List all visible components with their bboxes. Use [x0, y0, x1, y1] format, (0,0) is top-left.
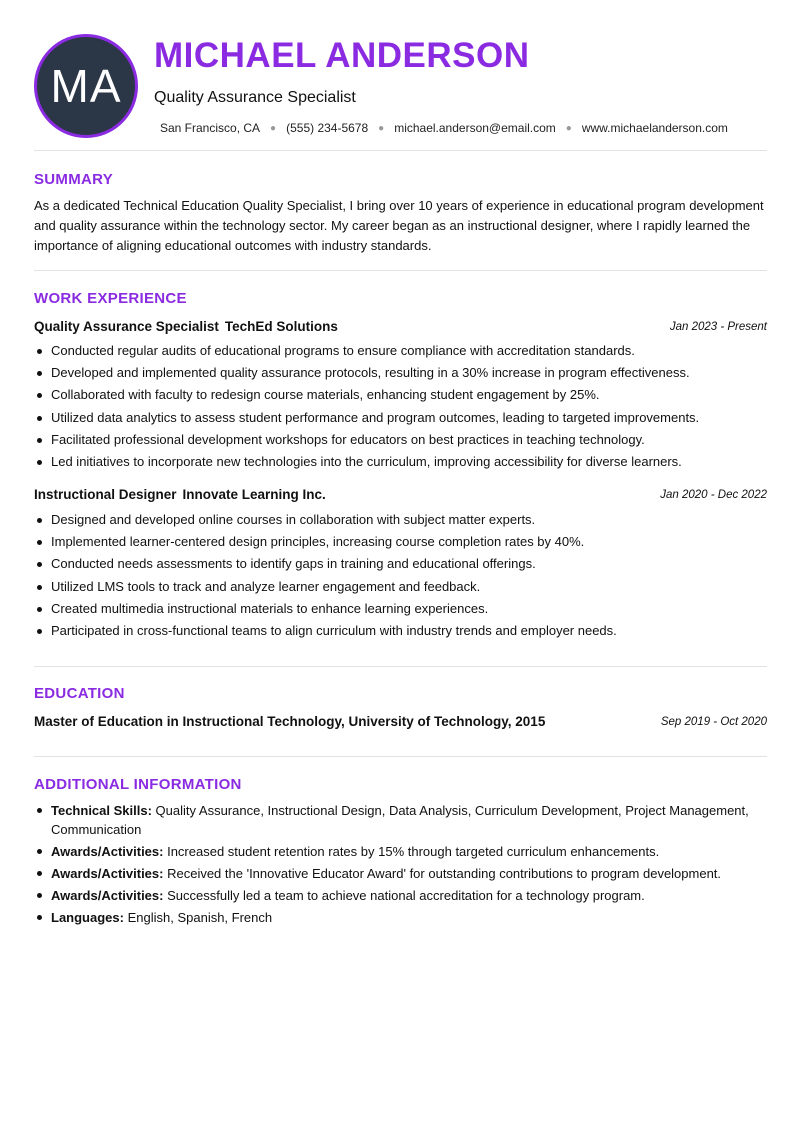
- divider: [34, 666, 767, 667]
- list-item: [34, 864, 769, 883]
- separator-dot-icon: ●: [378, 122, 385, 134]
- item-label: Awards/Activities:: [51, 866, 164, 881]
- item-text: Received the 'Innovative Educator Award' for outstanding contributions to program development.: [167, 866, 722, 881]
- summary-heading: SUMMARY: [34, 171, 114, 188]
- item-label: Awards/Activities:: [51, 888, 164, 903]
- avatar-initials: MA: [50, 60, 122, 112]
- divider: [34, 150, 767, 151]
- list-item: [34, 842, 769, 861]
- experience-heading: WORK EXPERIENCE: [34, 290, 187, 307]
- list-item: [34, 908, 769, 927]
- candidate-role: Quality Assurance Specialist: [154, 89, 356, 106]
- job-dates: Jan 2020 - Dec 2022: [660, 489, 767, 501]
- job-heading: [34, 487, 326, 502]
- avatar: [34, 34, 138, 138]
- list-item: Utilized LMS tools to track and analyze learner engagement and feedback.: [34, 576, 769, 598]
- list-item: Utilized data analytics to assess student performance and program outcomes, leading to targeted improvements.: [34, 407, 769, 429]
- list-item: [34, 886, 769, 905]
- contact-website[interactable]: www.michaelanderson.com: [581, 121, 728, 135]
- education-degree: Master of Education in Instructional Technology, University of Technology, 2015: [34, 714, 546, 729]
- item-text: English, Spanish, French: [127, 910, 273, 925]
- list-item: Collaborated with faculty to redesign course materials, enhancing student engagement by 25%.: [34, 384, 769, 406]
- list-item: Implemented learner-centered design principles, increasing course completion rates by 40%.: [34, 531, 769, 553]
- list-item: Created multimedia instructional materials to enhance learning experiences.: [34, 598, 769, 620]
- item-label: Languages:: [51, 910, 124, 925]
- contact-phone: (555) 234-5678: [286, 121, 369, 135]
- additional-list: [34, 801, 769, 930]
- contact-line: [160, 121, 728, 135]
- job-bullets: [34, 509, 769, 642]
- list-item: Conducted needs assessments to identify gaps in training and educational offerings.: [34, 553, 769, 575]
- job-company: TechEd Solutions: [224, 319, 338, 334]
- item-text: Quality Assurance, Instructional Design, Data Analysis, Curriculum Development, Project Management, Communication: [51, 803, 749, 837]
- contact-email[interactable]: michael.anderson@email.com: [394, 121, 556, 135]
- job-heading: [34, 319, 338, 334]
- list-item: Developed and implemented quality assurance protocols, resulting in a 30% increase in program effectiveness.: [34, 362, 769, 384]
- list-item: [34, 801, 769, 839]
- education-heading: EDUCATION: [34, 685, 125, 702]
- job-title: Instructional Designer: [34, 487, 177, 502]
- list-item: Participated in cross-functional teams to align curriculum with industry trends and employer needs.: [34, 620, 769, 642]
- separator-dot-icon: ●: [270, 122, 277, 134]
- education-dates: Sep 2019 - Oct 2020: [660, 716, 767, 728]
- divider: [34, 270, 767, 271]
- separator-dot-icon: ●: [565, 122, 572, 134]
- list-item: Designed and developed online courses in collaboration with subject matter experts.: [34, 509, 769, 531]
- job-company: Innovate Learning Inc.: [182, 487, 326, 502]
- item-text: Increased student retention rates by 15% through targeted curriculum enhancements.: [167, 844, 660, 859]
- divider: [34, 756, 767, 757]
- job-bullets: [34, 340, 769, 473]
- item-text: Successfully led a team to achieve national accreditation for a technology program.: [167, 888, 645, 903]
- additional-heading: ADDITIONAL INFORMATION: [34, 776, 242, 793]
- contact-location: San Francisco, CA: [160, 121, 261, 135]
- candidate-name: MICHAEL ANDERSON: [154, 36, 530, 75]
- job-dates: Jan 2023 - Present: [669, 321, 767, 333]
- list-item: Led initiatives to incorporate new technologies into the curriculum, improving accessibility for diverse learners.: [34, 451, 769, 473]
- item-label: Awards/Activities:: [51, 844, 164, 859]
- job-title: Quality Assurance Specialist: [34, 319, 219, 334]
- list-item: Conducted regular audits of educational programs to ensure compliance with accreditation standards.: [34, 340, 769, 362]
- item-label: Technical Skills:: [51, 803, 152, 818]
- summary-text: As a dedicated Technical Education Quality Specialist, I bring over 10 years of experience in educational program development and quality assurance within the technology sector. My career began as an instructional designer, where I rapidly learned the importance of aligning educational outcomes with industry standards.: [34, 198, 764, 253]
- list-item: Facilitated professional development workshops for educators on best practices in teaching technology.: [34, 429, 769, 451]
